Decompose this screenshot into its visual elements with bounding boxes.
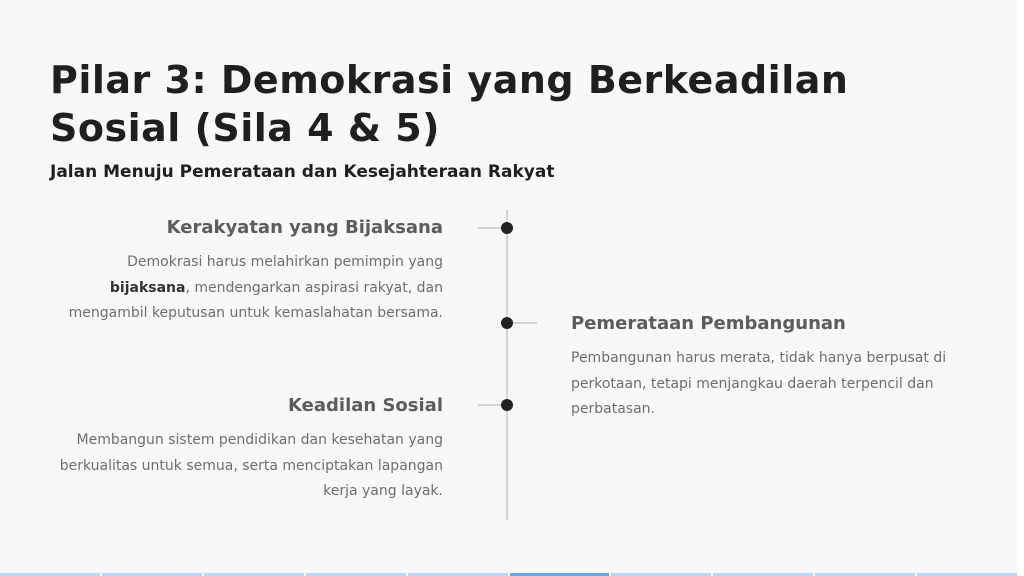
item-text-bold: bijaksana — [109, 279, 186, 296]
item-heading: Kerakyatan yang Bijaksana — [166, 217, 443, 238]
timeline-line — [506, 210, 508, 520]
timeline-dot-1 — [501, 222, 513, 234]
window-edge — [1017, 0, 1024, 576]
item-text: Pembangunan harus merata, tidak hanya berpusat di perkotaan, tetapi menjangkau daerah terpencil dan perbatasan. — [571, 350, 947, 417]
item-heading: Pemerataan Pembangunan — [571, 313, 846, 334]
slide-subtitle: Jalan Menuju Pemerataan dan Kesejahteraan Rakyat — [50, 162, 555, 182]
slide-title: Pilar 3: Demokrasi yang Berkeadilan Sosial (Sila 4 & 5) — [50, 58, 849, 150]
item-heading: Keadilan Sosial — [288, 395, 443, 416]
timeline-dot-3 — [501, 399, 513, 411]
timeline-dot-2 — [501, 317, 513, 329]
timeline-item-kerakyatan — [40, 217, 443, 327]
item-text-part: , mendengarkan aspirasi rakyat, dan mengambil keputusan untuk kemaslahatan bersama. — [68, 279, 443, 321]
item-text: Membangun sistem pendidikan dan kesehatan yang berkualitas untuk semua, serta menciptakan lapangan kerja yang layak. — [59, 432, 443, 499]
timeline-item-pemerataan — [571, 313, 971, 423]
item-text — [40, 250, 443, 327]
item-text-part: Demokrasi harus melahirkan pemimpin yang — [127, 254, 443, 270]
timeline-item-keadilan — [40, 395, 443, 505]
